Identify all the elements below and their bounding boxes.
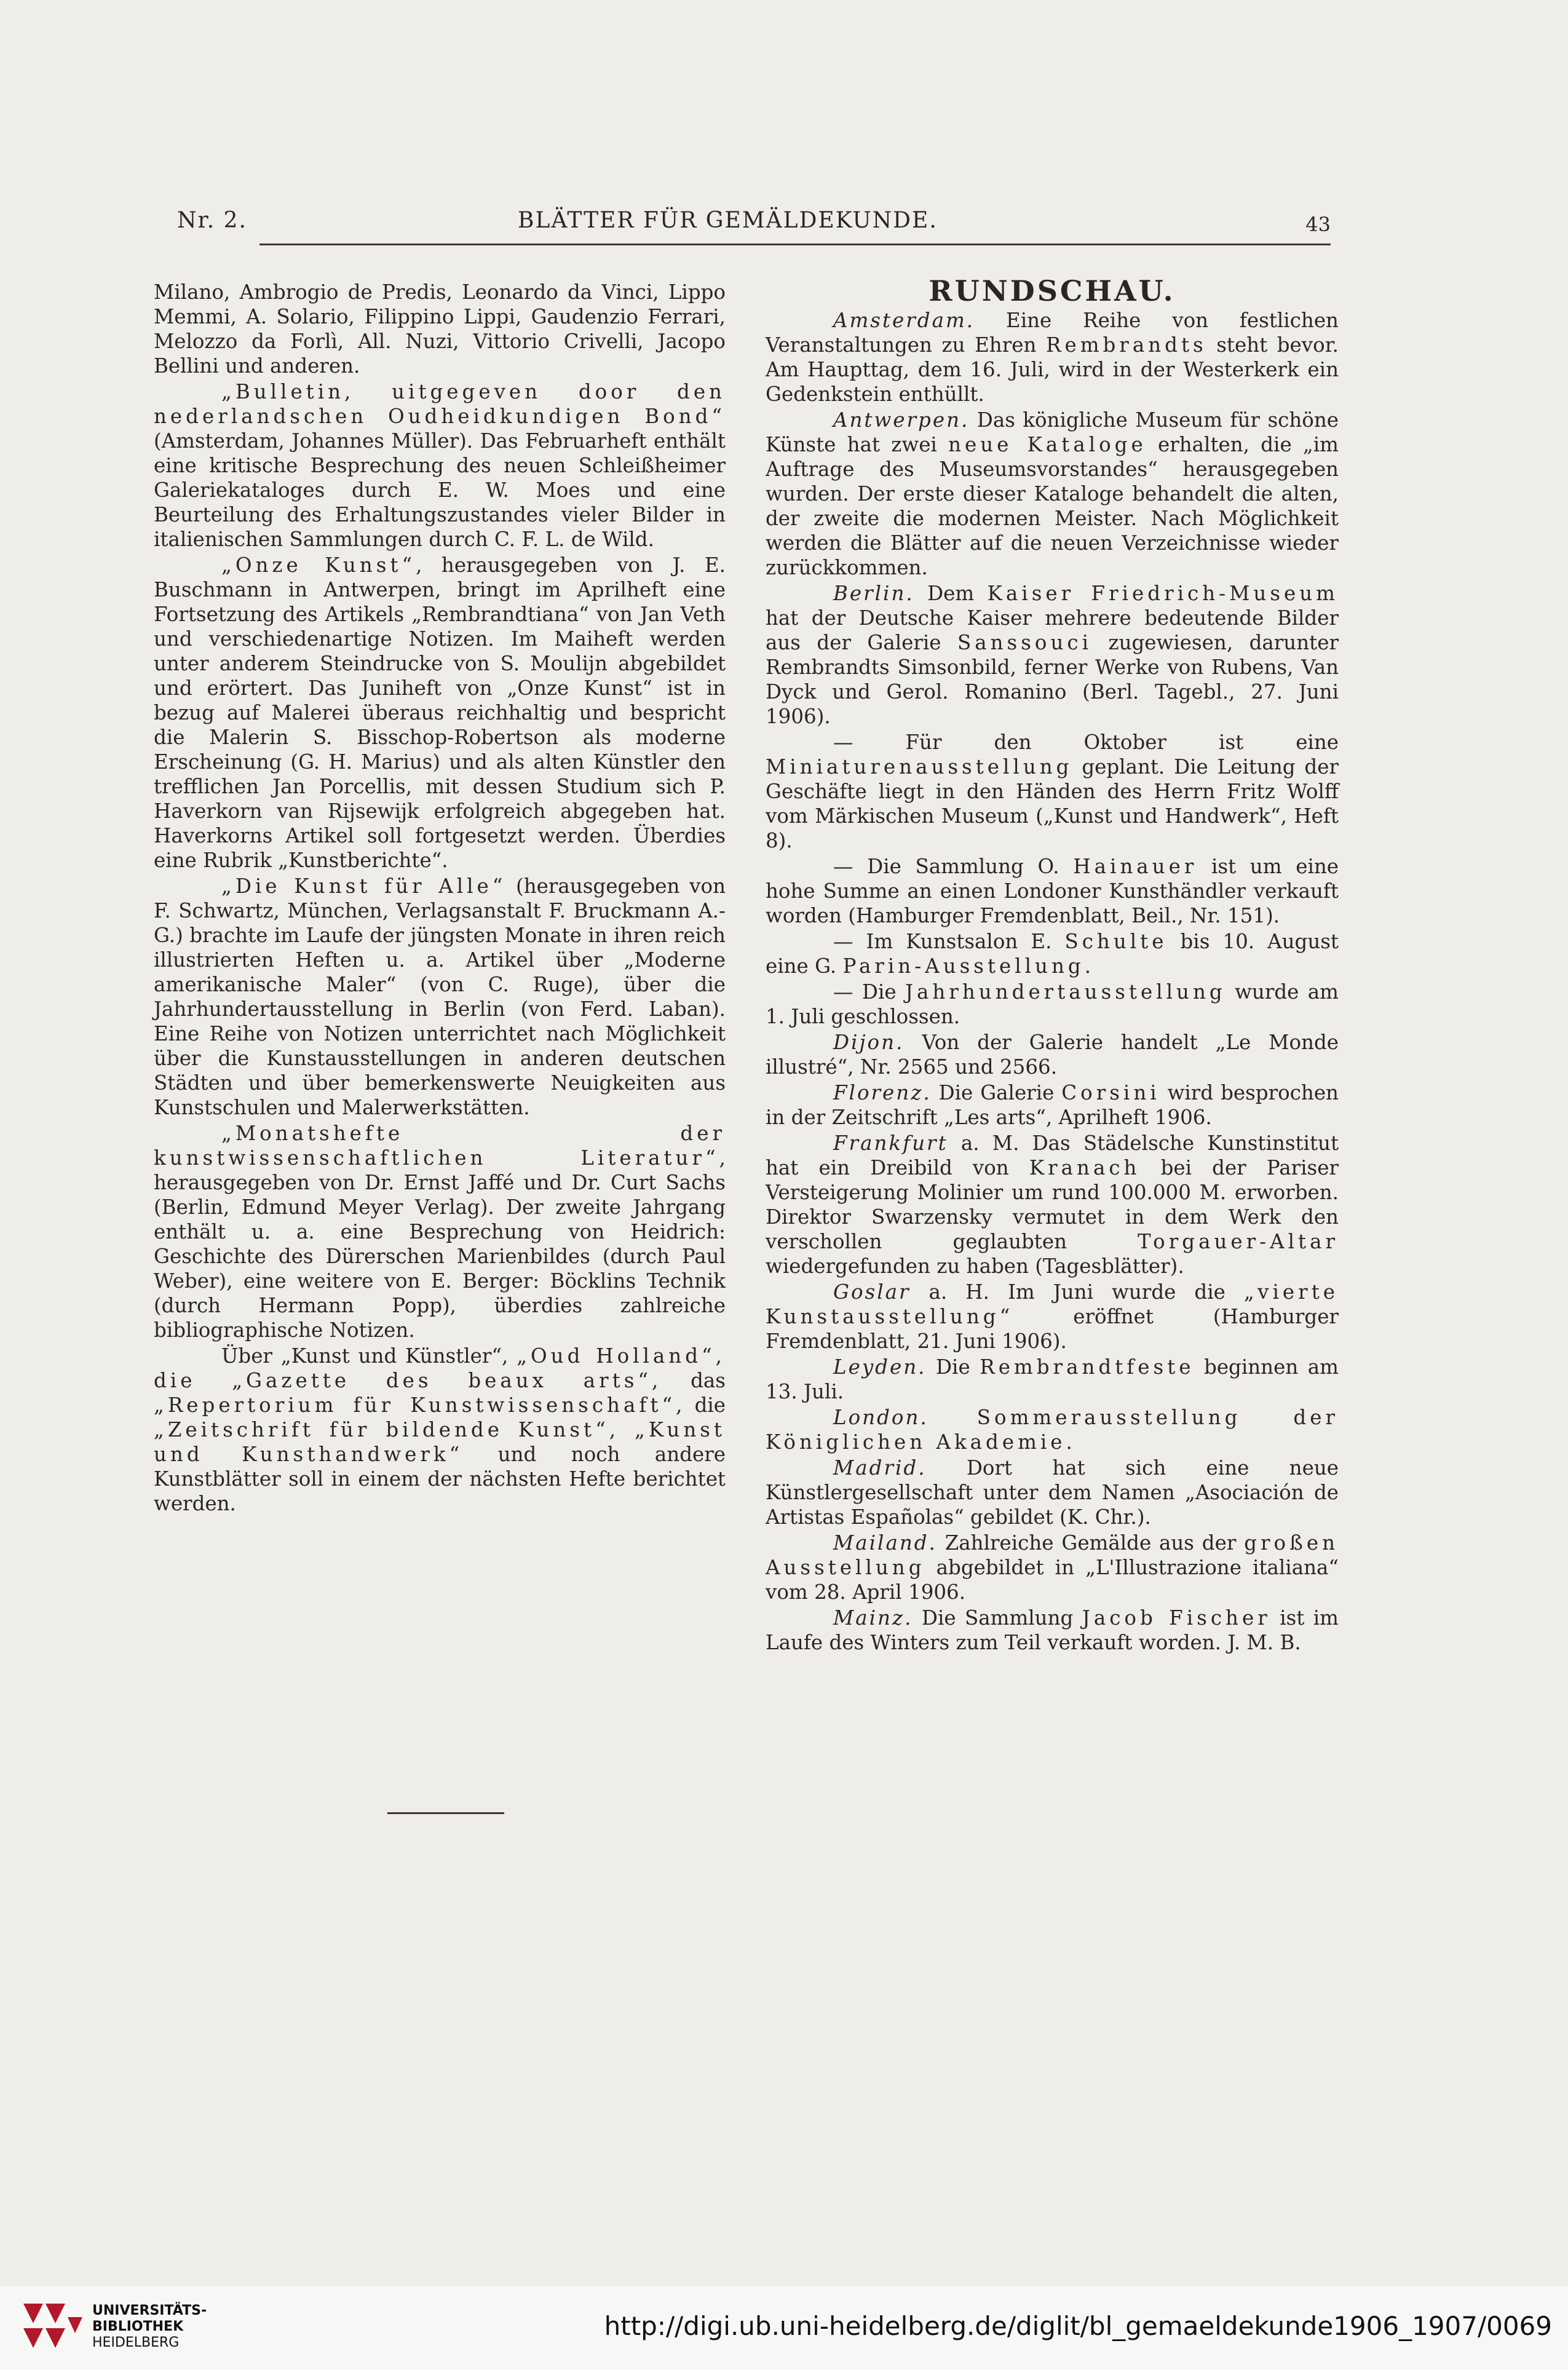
- section-title: RUNDSCHAU.: [929, 274, 1176, 307]
- entry-amsterdam: Amsterdam. Eine Reihe von festlichen Veranstaltungen zu Ehren Rembrandts steht bevor. Am Haupttag, dem 16. Juli, wird in der Westerkerk ein Gedenkstein enthüllt.: [766, 309, 1339, 406]
- paragraph-bulletin: „Bulletin, uitgegeven door den nederlandschen Oudheidkundigen Bond“ (Amsterdam, Johannes Müller). Das Februarheft enthält eine kritische Besprechung des neuen Schleißheimer Galeriekataloges durch E. W. Moes und eine Beurteilung des Erhaltungszustandes vieler Bilder in italienischen Sammlungen durch C. F. L. de Wild.: [154, 380, 726, 551]
- paragraph-kunst-fuer-alle: „Die Kunst für Alle“ (herausgegeben von F. Schwartz, München, Verlagsanstalt F. Bruckmann A.-G.) brachte im Laufe der jüngsten Monate in ihren reich illustrierten Heften u. a. Artikel über „Moderne amerikanische Maler“ (von C. Ruge), über die Jahrhundertausstellung in Berlin (von Ferd. Laban). Eine Reihe von Notizen unterrichtet nach Möglichkeit über die Kunstausstellungen in anderen deutschen Städten und über bemerkenswerte Neuigkeiten aus Kunstschulen und Malerwerkstätten.: [154, 874, 726, 1119]
- running-head: [173, 208, 1331, 245]
- entry-berlin-miniaturen: — Für den Oktober ist eine Miniaturenausstellung geplant. Die Leitung der Geschäfte liegt in den Händen des Herrn Fritz Wolff vom Märkischen Museum („Kunst und Handwerk“, Heft 8).: [766, 731, 1339, 852]
- entry-goslar: Goslar a. H. Im Juni wurde die „vierte Kunstausstellung“ eröffnet (Hamburger Fremdenblatt, 21. Juni 1906).: [766, 1280, 1339, 1353]
- entry-dijon: Dijon. Von der Galerie handelt „Le Monde illustré“, Nr. 2565 und 2566.: [766, 1031, 1339, 1079]
- entry-mainz: Mainz. Die Sammlung Jacob Fischer ist im Laufe des Winters zum Teil verkauft worden. J. M. B.: [766, 1606, 1339, 1654]
- left-column: [154, 280, 726, 1516]
- page-number: 43: [1305, 213, 1331, 236]
- entry-berlin: Berlin. Dem Kaiser Friedrich-Museum hat der Deutsche Kaiser mehrere bedeutende Bilder aus der Galerie Sanssouci zugewiesen, darunter Rembrandts Simsonbild, ferner Werke von Rubens, Van Dyck und Gerol. Romanino (Berl. Tagebl., 27. Juni 1906).: [766, 582, 1339, 728]
- section-end-rule: [387, 1812, 504, 1814]
- right-column: [766, 274, 1339, 1655]
- entry-london: London. Sommerausstellung der Königlichen Akademie.: [766, 1406, 1339, 1454]
- library-logo-icon: [18, 2299, 86, 2359]
- issue-number: Nr. 2.: [177, 208, 247, 233]
- entry-berlin-hainauer: — Die Sammlung O. Hainauer ist um eine hohe Summe an einen Londoner Kunsthändler verkauft worden (Hamburger Fremdenblatt, Beil., Nr. 151).: [766, 855, 1339, 927]
- header-rule: [259, 244, 1331, 245]
- entry-berlin-schulte: — Im Kunstsalon E. Schulte bis 10. August eine G. Parin-Ausstellung.: [766, 930, 1339, 978]
- entry-madrid: Madrid. Dort hat sich eine neue Künstlergesellschaft unter dem Namen „Asociación de Artistas Españolas“ gebildet (K. Chr.).: [766, 1456, 1339, 1529]
- entry-florenz: Florenz. Die Galerie Corsini wird besprochen in der Zeitschrift „Les arts“, Aprilheft 1906.: [766, 1081, 1339, 1129]
- entry-frankfurt: Frankfurt a. M. Das Städelsche Kunstinstitut hat ein Dreibild von Kranach bei der Pariser Versteigerung Molinier um rund 100.000 M. erworben. Direktor Swarzensky vermutet in dem Werk den verschollen geglaubten Torgauer-Altar wiedergefunden zu haben (Tagesblätter).: [766, 1131, 1339, 1278]
- entry-mailand: Mailand. Zahlreiche Gemälde aus der großen Ausstellung abgebildet in „L'Illustrazione italiana“ vom 28. April 1906.: [766, 1531, 1339, 1604]
- library-name: UNIVERSITÄTS- BIBLIOTHEK HEIDELBERG: [92, 2303, 207, 2350]
- entry-berlin-jahrhundert: — Die Jahrhundertausstellung wurde am 1. Juli geschlossen.: [766, 980, 1339, 1028]
- entry-antwerpen: Antwerpen. Das königliche Museum für schöne Künste hat zwei neue Kataloge erhalten, die „im Auftrage des Museumsvorstandes“ herausgegeben wurden. Der erste dieser Kataloge behandelt die alten, der zweite die modernen Meister. Nach Möglichkeit werden die Blätter auf die neuen Verzeichnisse wieder zurückkommen.: [766, 408, 1339, 579]
- paragraph-monatshefte: „Monatshefte der kunstwissenschaftlichen Literatur“, herausgegeben von Dr. Ernst Jaffé und Dr. Curt Sachs (Berlin, Edmund Meyer Verlag). Der zweite Jahrgang enthält u. a. eine Besprechung von Heidrich: Geschichte des Dürerschen Marienbildes (durch Paul Weber), eine weitere von E. Berger: Böcklins Technik (durch Hermann Popp), überdies zahlreiche bibliographische Notizen.: [154, 1122, 726, 1342]
- journal-title: BLÄTTER FÜR GEMÄLDEKUNDE.: [518, 208, 938, 233]
- paragraph-onze-kunst: „Onze Kunst“, herausgegeben von J. E. Buschmann in Antwerpen, bringt im Aprilheft eine Fortsetzung des Artikels „Rembrandtiana“ von Jan Veth und verschiedenartige Notizen. Im Maiheft werden unter anderem Steindrucke von S. Moulijn abgebildet und erörtert. Das Juniheft von „Onze Kunst“ ist in bezug auf Malerei überaus reichhaltig und bespricht die Malerin S. Bisschop-Robertson als moderne Erscheinung (G. H. Marius) und als alten Künstler den trefflichen Jan Porcellis, mit dessen Studium sich P. Haverkorn van Rijsewijk erfolgreich abgegeben hat. Haverkorns Artikel soll fortgesetzt werden. Überdies eine Rubrik „Kunstberichte“.: [154, 553, 726, 872]
- source-url-link[interactable]: http://digi.ub.uni-heidelberg.de/diglit/bl_gemaeldekunde1906_1907/0069: [604, 2311, 1552, 2341]
- entry-leyden: Leyden. Die Rembrandtfeste beginnen am 13. Juli.: [766, 1355, 1339, 1403]
- paragraph-milano: Milano, Ambrogio de Predis, Leonardo da Vinci, Lippo Memmi, A. Solario, Filippino Lippi, Gaudenzio Ferrari, Melozzo da Forlì, All. Nuzi, Vittorio Crivelli, Jacopo Bellini und anderen.: [154, 280, 726, 378]
- paragraph-ueber: Über „Kunst und Künstler“, „Oud Holland“, die „Gazette des beaux arts“, das „Repertorium für Kunstwissenschaft“, die „Zeitschrift für bildende Kunst“, „Kunst und Kunsthandwerk“ und noch andere Kunstblätter soll in einem der nächsten Hefte berichtet werden.: [154, 1344, 726, 1515]
